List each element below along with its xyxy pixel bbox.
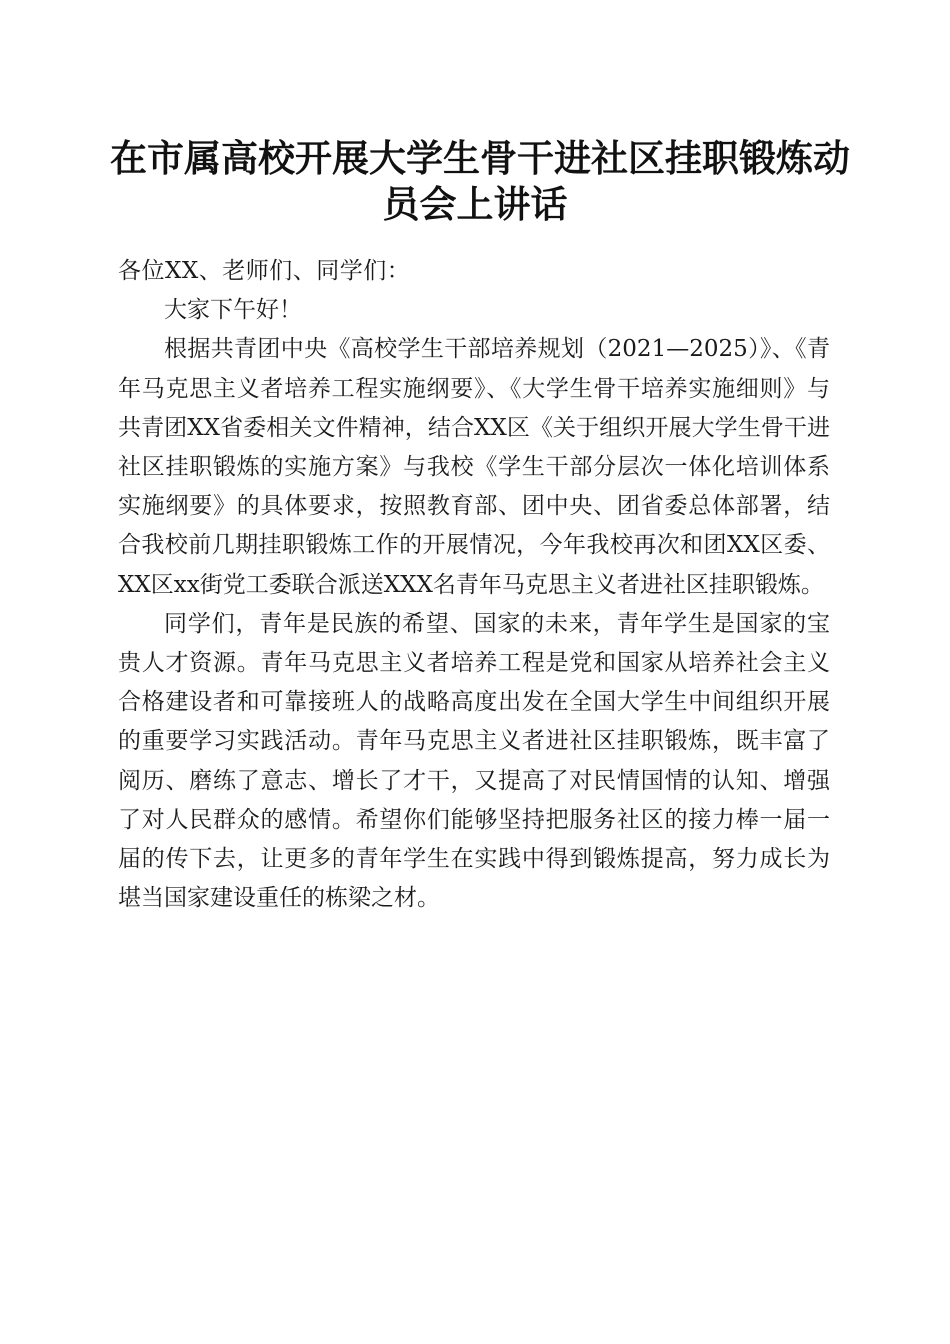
paragraph-1: 根据共青团中央《高校学生干部培养规划（2021—2025）》、《青年马克思主义者培养工程实施纲要》、《大学生骨干培养实施细则》与共青团XX省委相关文件精神，结合XX区《关于组织开展大学生骨干进社区挂职锻炼的实施方案》与我校《学生干部分层次一体化培训体系实施纲要》的具体要求，按照教育部、团中央、团省委总体部署，结合我校前几期挂职锻炼工作的开展情况，今年我校再次和团XX区委、XX区xx街党工委联合派送XXX名青年马克思主义者进社区挂职锻炼。 bbox=[118, 336, 830, 598]
title-line-2: 员会上讲话 bbox=[382, 182, 568, 226]
document-title bbox=[110, 135, 850, 227]
document-body bbox=[118, 252, 830, 918]
paragraph-2: 同学们，青年是民族的希望、国家的未来，青年学生是国家的宝贵人才资源。青年马克思主义者培养工程是党和国家从培养社会主义合格建设者和可靠接班人的战略高度出发在全国大学生中间组织开展的重要学习实践活动。青年马克思主义者进社区挂职锻炼，既丰富了阅历、磨练了意志、增长了才干，又提高了对民情国情的认知、增强了对人民群众的感情。希望你们能够坚持把服务社区的接力棒一届一届的传下去，让更多的青年学生在实践中得到锻炼提高，努力成长为堪当国家建设重任的栋梁之材。 bbox=[118, 610, 830, 912]
salutation: 各位XX、老师们、同学们： bbox=[118, 258, 411, 284]
greeting: 大家下午好！ bbox=[164, 297, 302, 324]
title-line-1: 在市属高校开展大学生骨干进社区挂职锻炼动 bbox=[110, 136, 850, 180]
